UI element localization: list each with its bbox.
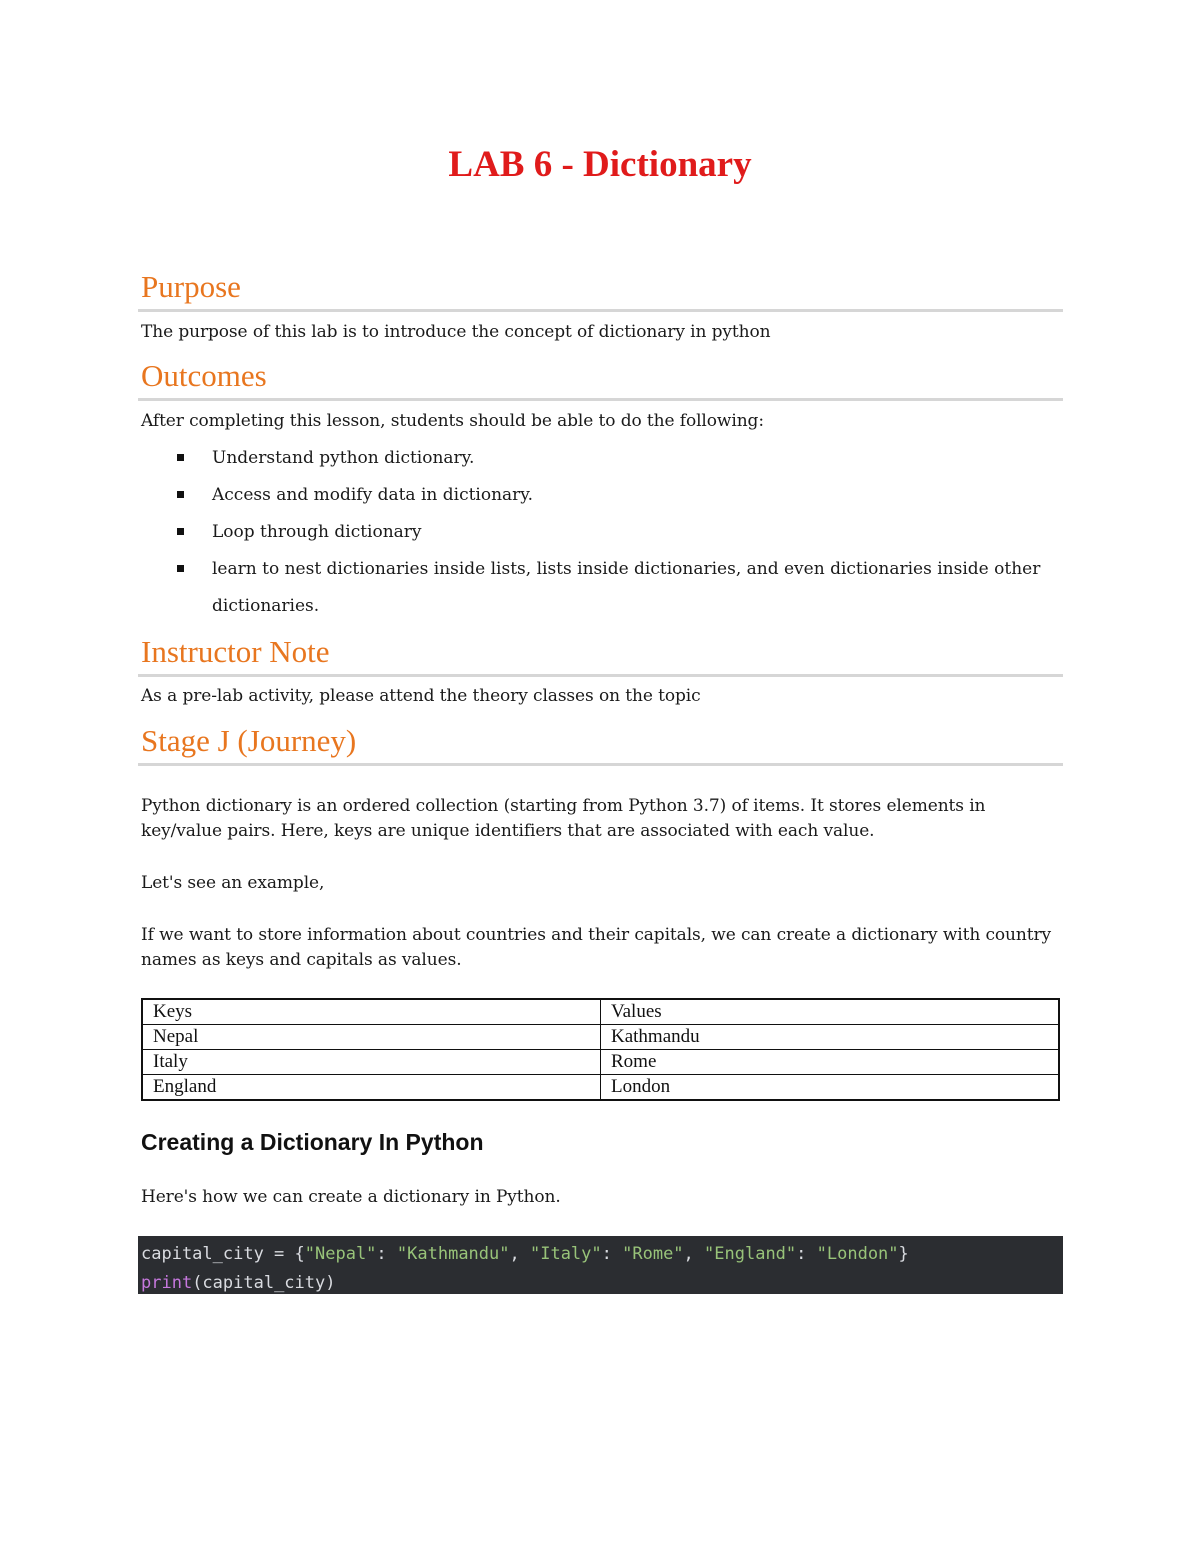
table-cell: London [601, 1075, 1060, 1101]
section-heading-instructor-note: Instructor Note [141, 634, 330, 669]
code-string: "Kathmandu" [396, 1244, 510, 1264]
list-item-text: learn to nest dictionaries inside lists, lists inside dictionaries, and even dictionaries inside other dictionaries. [212, 559, 1041, 616]
table-cell: Kathmandu [601, 1025, 1060, 1050]
outcomes-intro: After completing this lesson, students should be able to do the following: [141, 411, 764, 431]
list-item-text: Loop through dictionary [212, 522, 422, 542]
code-token: : [376, 1244, 397, 1264]
table-row [142, 1075, 1059, 1101]
code-keyword: print [141, 1273, 193, 1293]
list-item [141, 477, 1061, 514]
countries-capitals-table [141, 998, 1060, 1101]
outcomes-list [141, 440, 1061, 625]
code-token: , [509, 1244, 530, 1264]
table-row [142, 1050, 1059, 1075]
table-header-keys: Keys [142, 999, 601, 1025]
table-header-row [142, 999, 1059, 1025]
stage-j-paragraph-3: If we want to store information about countries and their capitals, we can create a dictionary with country names as keys and capitals as values. [141, 925, 1052, 970]
square-bullet-icon [177, 491, 184, 498]
square-bullet-icon [177, 565, 184, 572]
table-header-values: Values [601, 999, 1060, 1025]
stage-j-paragraph-1: Python dictionary is an ordered collection (starting from Python 3.7) of items. It stores elements in key/value pairs. Here, keys are unique identifiers that are associated with each value. [141, 796, 986, 841]
instructor-note-text: As a pre-lab activity, please attend the theory classes on the topic [141, 686, 701, 706]
code-string: "Nepal" [304, 1244, 377, 1264]
table-cell: Nepal [142, 1025, 601, 1050]
square-bullet-icon [177, 528, 184, 535]
creating-dictionary-heading: Creating a Dictionary In Python [141, 1129, 484, 1155]
code-token: , [683, 1244, 705, 1264]
code-token: : [601, 1244, 623, 1264]
code-token: (capital_city) [192, 1273, 336, 1293]
table-row [142, 1025, 1059, 1050]
table-cell: England [142, 1075, 601, 1101]
code-string: "London" [816, 1244, 899, 1264]
list-item-text: Understand python dictionary. [212, 448, 475, 468]
table-cell: Italy [142, 1050, 601, 1075]
section-heading-outcomes: Outcomes [141, 358, 267, 393]
section-divider [138, 398, 1063, 401]
code-token: capital_city = { [141, 1244, 305, 1264]
stage-j-paragraph-2: Let's see an example, [141, 873, 325, 893]
code-string: "Rome" [622, 1244, 684, 1264]
code-token: : [796, 1244, 817, 1264]
section-divider [138, 674, 1063, 677]
code-token: } [898, 1244, 909, 1264]
section-divider [138, 309, 1063, 312]
list-item [141, 551, 1061, 625]
table-cell: Rome [601, 1050, 1060, 1075]
code-string: "Italy" [529, 1244, 602, 1264]
section-divider [138, 763, 1063, 766]
document-title: LAB 6 - Dictionary [448, 144, 752, 185]
square-bullet-icon [177, 454, 184, 461]
section-heading-stage-j: Stage J (Journey) [141, 723, 357, 758]
list-item [141, 514, 1061, 551]
list-item [141, 440, 1061, 477]
purpose-text: The purpose of this lab is to introduce the concept of dictionary in python [141, 322, 771, 342]
list-item-text: Access and modify data in dictionary. [212, 485, 534, 505]
code-block [138, 1236, 1063, 1294]
section-heading-purpose: Purpose [141, 269, 241, 304]
code-string: "England" [704, 1244, 797, 1264]
creating-dictionary-text: Here's how we can create a dictionary in Python. [141, 1187, 561, 1207]
